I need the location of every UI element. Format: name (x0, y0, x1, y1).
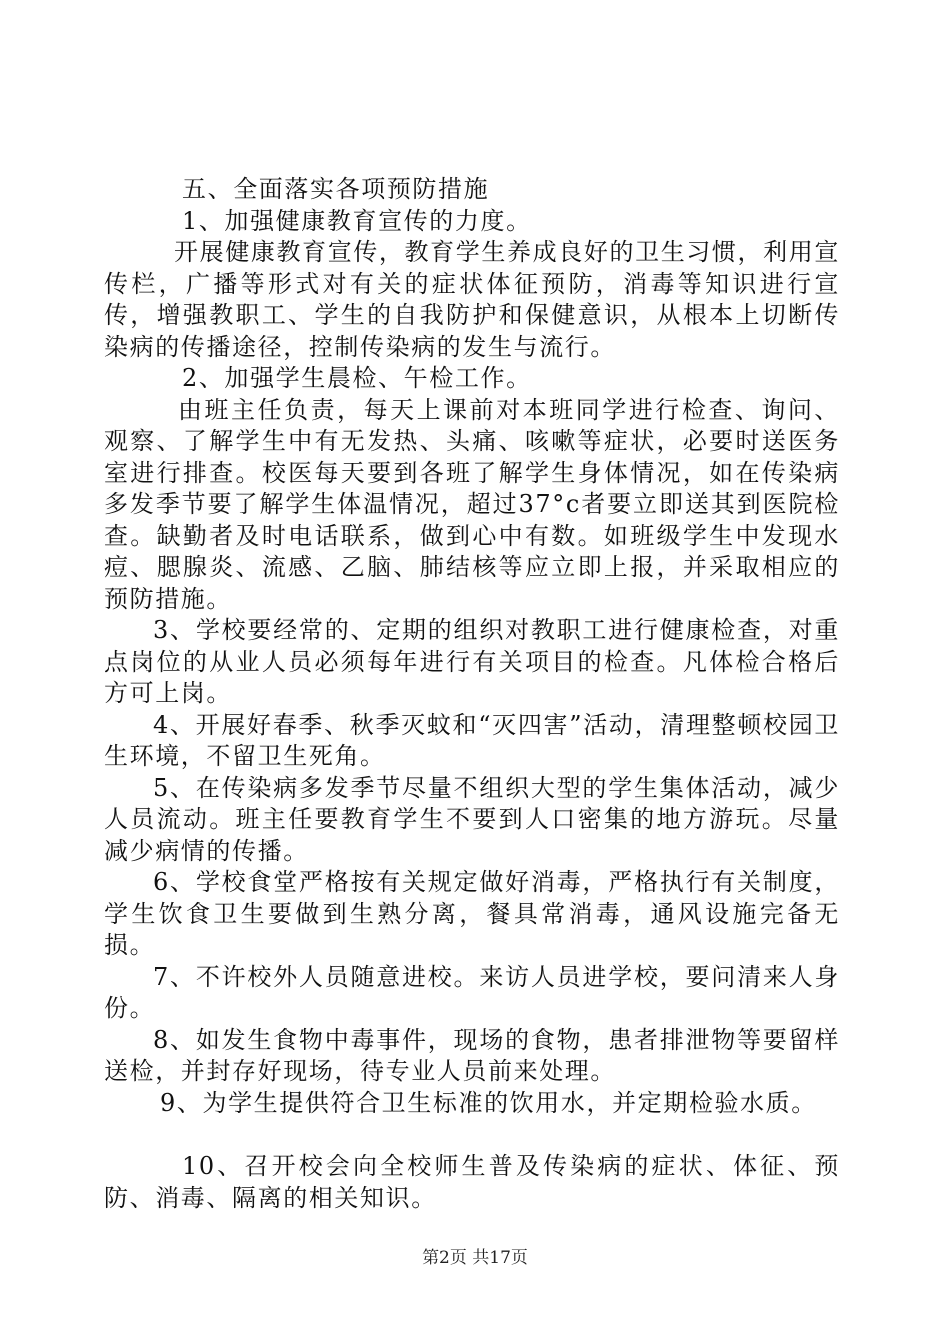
item-7: 7、不许校外人员随意进校。来访人员进学校，要问清来人身份。 (104, 962, 840, 1022)
section-heading: 五、全面落实各项预防措施 (182, 175, 490, 203)
item-4: 4、开展好春季、秋季灭蚊和“灭四害”活动，清理整顿校园卫生环境，不留卫生死角。 (104, 710, 840, 770)
item-6: 6、学校食堂严格按有关规定做好消毒，严格执行有关制度，学生饮食卫生要做到生熟分离，餐具常消毒，通风设施完备无损。 (104, 868, 840, 959)
item-9: 9、为学生提供符合卫生标准的饮用水，并定期检验水质。 (160, 1088, 817, 1117)
page-number-footer: 第2页 共17页 (422, 1248, 528, 1268)
item-heading-1: 1、加强健康教育宣传的力度。 (182, 206, 532, 235)
item-10: 10、召开校会向全校师生普及传染病的症状、体征、预防、消毒、隔离的相关知识。 (104, 1152, 840, 1212)
paragraph-gap (104, 1119, 840, 1151)
item-heading-2: 2、加强学生晨检、午检工作。 (182, 364, 532, 392)
document-body (104, 174, 840, 1214)
item-5: 5、在传染病多发季节尽量不组织大型的学生集体活动，减少人员流动。班主任要教育学生不要到人口密集的地方游玩。尽量减少病情的传播。 (104, 773, 840, 865)
paragraph-1: 开展健康教育宣传，教育学生养成良好的卫生习惯，利用宣传栏，广播等形式对有关的症状体征预防，消毒等知识进行宣传，增强教职工、学生的自我防护和保健意识，从根本上切断传染病的传播途径，控制传染病的发生与流行。 (104, 238, 840, 361)
paragraph-2: 由班主任负责，每天上课前对本班同学进行检查、询问、观察、了解学生中有无发热、头痛、咳嗽等症状，必要时送医务室进行排查。校医每天要到各班了解学生身体情况，如在传染病多发季节要了解学生体温情况，超过37°c者要立即送其到医院检查。缺勤者及时电话联系，做到心中有数。如班级学生中发现水痘、腮腺炎、流感、乙脑、肺结核等应立即上报，并采取相应的预防措施。 (104, 395, 840, 613)
item-3: 3、学校要经常的、定期的组织对教职工进行健康检查，对重点岗位的从业人员必须每年进行有关项目的检查。凡体检合格后方可上岗。 (104, 616, 840, 707)
item-8: 8、如发生食物中毒事件，现场的食物，患者排泄物等要留样送检，并封存好现场，待专业人员前来处理。 (104, 1025, 840, 1085)
